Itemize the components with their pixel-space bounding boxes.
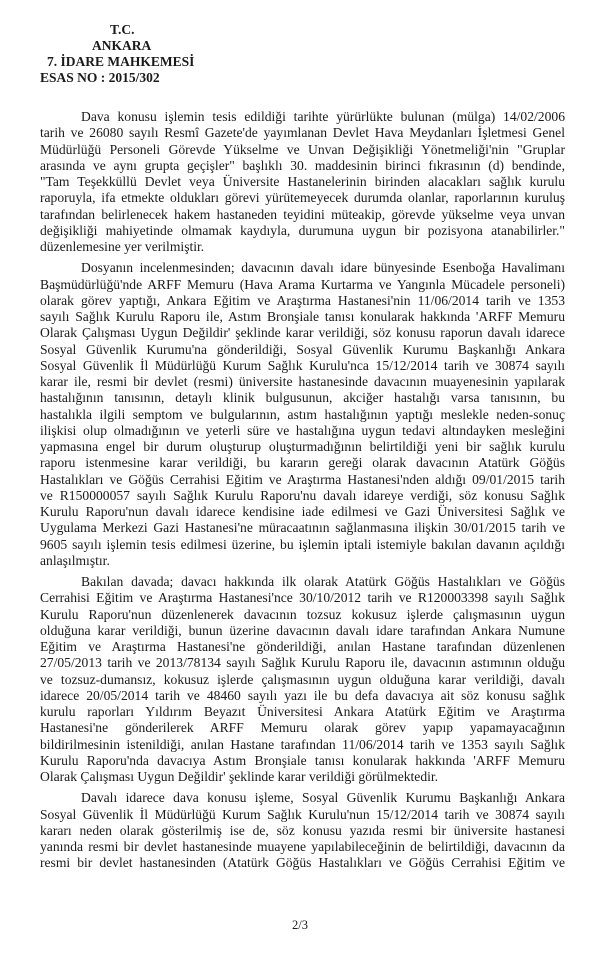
text-line: kurulu raporları Yıldırım Beyazıt Üniversitesi Ankara Atatürk Eğitim ve Araştırma — [40, 704, 565, 719]
text-line: Hastalıkları ve Göğüs Cerrahisi Eğitim ve Araştırma Hastanesi'nden aldığı 09/01/2015 tarih — [40, 471, 565, 487]
text-line: ve tozsuz-dumansız, kokusuz işlerde çalışmasının uygun olduğuna karar verildiği, davalı — [40, 671, 565, 687]
header-city: ANKARA — [92, 38, 152, 53]
paragraph — [40, 260, 565, 569]
text-line: arasında ve aynı grupta geçişler" başlıklı 30. maddesinin birinci fıkrasının (d) bendinde, — [40, 157, 565, 173]
text-line: yapmasına engel bir durum oluşturup oluşturmadığının belirtildiği yeni bir sağlık kurulu — [40, 439, 565, 454]
text-line: kararı neden olarak gösterilmiş ise de, söz konusu yazıda resmi bir üniversite hastanesi — [40, 822, 565, 838]
text-line: olarak görev yaptığı, Ankara Eğitim ve Araştırma Hastanesi'nin 11/06/2014 tarih ve 1353 — [40, 292, 565, 308]
text-line: Davalı idarece dava konusu işleme, Sosyal Güvenlik Kurumu Başkanlığı Ankara — [81, 790, 565, 806]
text-line: raporuyla, ifa etmekte oldukları görevi yürütemeyecek durumda olanlar, raporlarının kuruluş — [40, 190, 565, 206]
header-country: T.C. — [110, 22, 135, 37]
text-line: Kurulu Raporu'nun davalı idarece kendisine iade edilmesi ve Gazi Üniversitesi Sağlık ve — [40, 504, 565, 519]
text-line: Başmüdürlüğü'nde ARFF Memuru (Hava Arama Kurtarma ve Yangınla Mücadele personeli) — [40, 276, 565, 292]
text-line: Hastanesi'ne gönderilerek ARFF Memuru olarak görev yapıp yapamayacağının — [40, 720, 565, 736]
text-line: Cerrahisi Eğitim ve Araştırma Hastanesi'nce 30/10/2012 tarih ve R120003398 sayılı Sağlık — [40, 590, 565, 606]
text-line: Sosyal Güvenlik Kurumu'na gönderildiği, Sosyal Güvenlik Kurumu Başkanlığı Ankara — [40, 341, 565, 357]
paragraph — [40, 109, 565, 255]
text-line: Sosyal Güvenlik İl Müdürlüğü Kurum Sağlık Kurulu'nun 15/12/2014 tarih ve 30874 sayılı — [40, 806, 565, 822]
text-line: karar ile, resmi bir devlet (resmi) üniversite hastanesinde davacının muayenesinin yapılarak — [40, 374, 565, 389]
text-line: idarece 20/05/2014 tarih ve 48460 sayılı yazı ile bu defa davacıya ait söz konusu sağlık — [40, 687, 565, 703]
text-line: 27/05/2013 tarih ve 2013/78134 sayılı Sağlık Kurulu Raporu ile, davacının astımının olduğu — [40, 655, 565, 671]
text-line: hastalıkla ilgili semptom ve bulgularının, astım hastalığının yaptığı meslekle neden-sonuç — [40, 406, 565, 422]
text-line: tarafından belirlenecek hakem hastaneden teyidini müteakip, görevde yükselme veya unvan — [40, 206, 565, 222]
document-header — [40, 22, 194, 86]
text-line: 9605 sayılı işlemin tesis edilmesi üzerine, bu işlemin iptali istemiyle bakılan davanın açıldığı — [40, 536, 565, 552]
text-line: hastalığının tanısının, detaylı klinik bulgusunun, akciğer hastalığı varsa tanısının, bu — [40, 390, 565, 406]
text-line: bildirilmesinin istenildiği, anılan Hastane tarafından 11/06/2014 tarih ve 1353 sayılı Sağlık — [40, 736, 565, 752]
header-court-name: 7. İDARE MAHKEMESİ — [47, 54, 195, 69]
text-line: anlaşılmıştır. — [40, 552, 110, 568]
text-line: Kurulu Raporu'nun düzenlenerek davacının tozsuz kokusuz işlerde çalışmasının uygun — [40, 606, 565, 622]
text-line: Olarak Çalışması Uygun Değildir' şeklinde karar verildiği, söz konusu raporun davalı idarece — [40, 325, 565, 341]
paragraph — [40, 574, 565, 785]
text-line: yanında resmi bir devlet hastanesinde muayene yapılabileceğinin de belirtildiği, davacının da — [40, 839, 565, 854]
text-line: raporu istenmesine karar verildiği, bu kararın gereği olarak davacının Atatürk Göğüs — [40, 455, 565, 471]
page-number: 2/3 — [292, 918, 308, 932]
text-line: değişikliği mahiyetinde olmamak kaydıyla, durumuna uygun bir pozisyona atanabilirler." — [40, 222, 565, 238]
text-line: Bakılan davada; davacı hakkında ilk olarak Atatürk Göğüs Hastalıkları ve Göğüs — [81, 574, 565, 589]
document-body — [40, 109, 565, 872]
text-line: sayılı Sağlık Kurulu Raporu ile, Astım Bronşiale tanısı konularak hakkında 'ARFF Memuru — [40, 309, 565, 324]
text-line: Müdürlüğü Personeli Görevde Yükselme ve Unvan Değişikliği Yönetmeliği'nin "Gruplar — [40, 141, 565, 157]
text-line: tarih ve 26080 sayılı Resmî Gazete'de yayımlanan Devlet Hava Meydanları İşletmesi Genel — [40, 125, 565, 141]
text-line: Dava konusu işlemin tesis edildiği tarihte yürürlükte bulunan (mülga) 14/02/2006 — [81, 109, 565, 124]
text-line: Olarak Çalışması Uygun Değildir' şeklinde karar verildiği görülmektedir. — [40, 769, 439, 784]
text-line: olduğuna karar verildiği, bunun üzerine davacının davalı idare tarafından Ankara Numune — [40, 622, 565, 638]
text-line: "Tam Teşekküllü Devlet veya Üniversite Hastanelerinin birinden alacakları sağlık kurulu — [40, 174, 565, 189]
header-case-number: ESAS NO : 2015/302 — [40, 70, 160, 85]
paragraph — [40, 790, 565, 871]
text-line: Uygulama Merkezi Gazi Hastanesi'ne müracaatının sağlanmasına ilişkin 30/01/2015 tarih ve — [40, 520, 565, 536]
text-line: ilişkisi olup olmadığının ve yeterli süre ve hastalığına uygun tedavi altındayken mesleğini — [40, 422, 565, 438]
text-line: resmi bir devlet hastanesinden (Atatürk Göğüs Hastalıkları ve Göğüs Cerrahisi Eğitim ve — [40, 855, 565, 871]
text-line: ve R150000057 sayılı Sağlık Kurulu Raporu'nu davalı idareye verdiği, söz konusu Sağlık — [40, 487, 565, 503]
text-line: düzenlemesine yer verilmiştir. — [40, 239, 205, 254]
text-line: Dosyanın incelenmesinden; davacının davalı idare bünyesinde Esenboğa Havalimanı — [81, 260, 565, 276]
text-line: Eğitim ve Araştırma Hastanesi'ne gönderildiği, anılan Hastane tarafından düzenlenen — [40, 639, 565, 654]
text-line: Sosyal Güvenlik İl Müdürlüğü Kurum Sağlık Kurulu'nca 15/12/2014 tarih ve 30874 sayılı — [40, 357, 565, 373]
text-line: Kurulu Raporu'nda davacıya Astım Bronşiale tanısı konularak hakkında 'ARFF Memuru — [40, 752, 565, 768]
